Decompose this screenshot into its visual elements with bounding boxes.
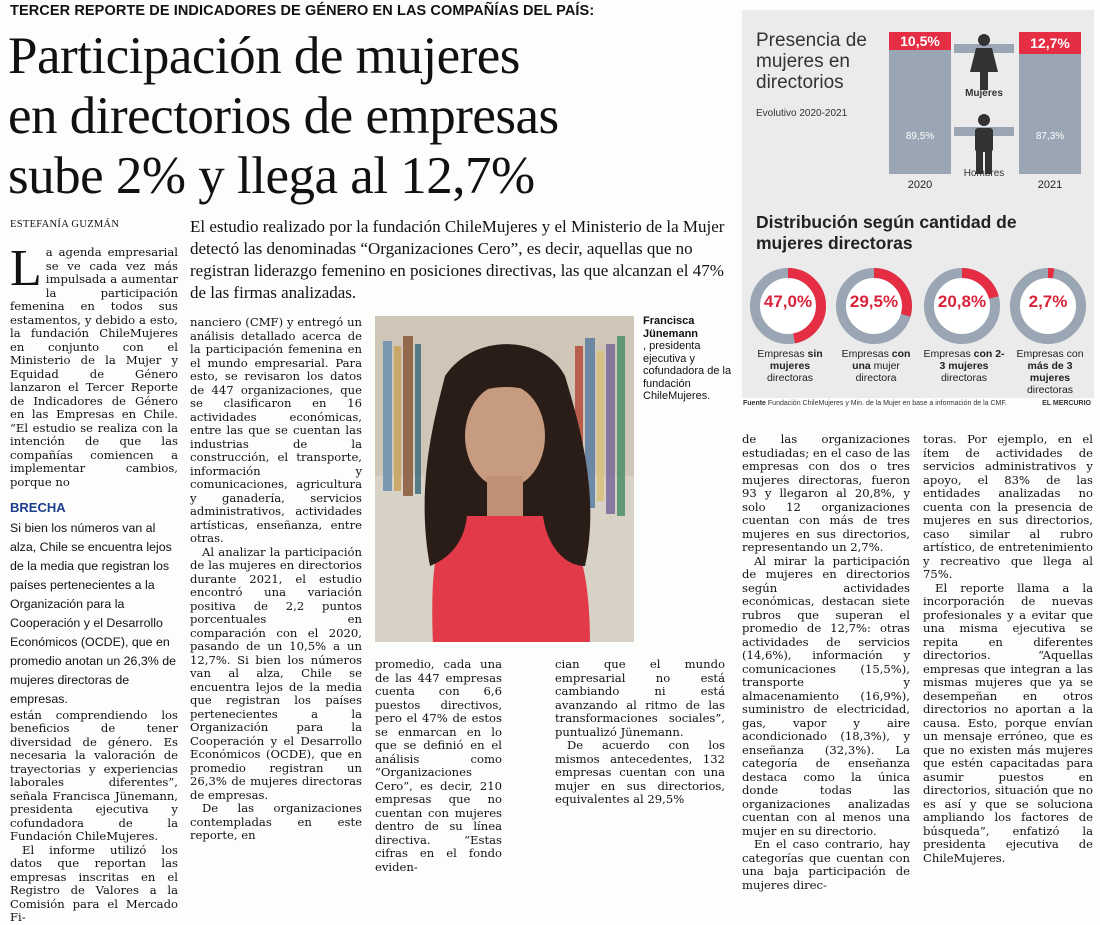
donut-1 xyxy=(748,266,832,384)
drop-cap: L xyxy=(10,240,42,297)
paragraph: El reporte llama a la incorporación de nuevas profesionales y a evitar que una misma ejecutiva se repita en diferentes directorios. “Aquellas empresas que integran a las mismas mujeres que ya se desempeñan en otros directorios no aportan a la causa. Esto, porque envían un mensaje erróneo, que es que no existen más mujeres que estén capacitadas para asumir puestos en directorios, situación que no es así y que se soluciona ampliando los factores de búsqueda”, enfatizó la presidenta ejecutiva de ChileMujeres. xyxy=(923,580,1093,865)
bar-2021 xyxy=(1019,32,1081,174)
distribution-title: Distribución según cantidad de mujeres directoras xyxy=(756,212,1017,253)
headline-line: Participación de mujeres xyxy=(8,27,520,85)
paragraph: Al mirar la participación de mujeres en directorios según actividades económicas, destacan siete rubros que superan el promedio de 12,7%: otras actividades de servicios (14,6%), información y comunicaciones (15,5%), transporte y almacenamiento (16,9%), suministro de electricidad, gas, vapor y aire acondicionado (18,3%), y enseñanza (32,3%). La categoría de enseñanza destaca como la única donde todas las organizaciones analizadas cuentan con al menos una mujer en su directorio. xyxy=(742,553,910,838)
paragraph: De las organizaciones contempladas en este reporte, en xyxy=(190,801,362,842)
man-icon xyxy=(975,114,993,174)
paragraph: Al analizar la participación de las mujeres en directorios durante 2021, el estudio encontró una variación positiva de 2,2 puntos porcentuales en comparación con el 2020, pasando de un 10,5% a un 12,7%. Si bien los números van al alza, Chile se encuentra lejos de la media que registran los países pertenecientes a la Organización para la Cooperación y el Desarrollo Económicos (OCDE), que en promedio registran un 26,3% de mujeres directoras de empresas. xyxy=(190,544,362,802)
donut-value: 29,5% xyxy=(849,292,899,311)
pull-quote: Si bien los números van al alza, Chile se encuentra lejos de la media que registran los países pertenecientes a la Organización para la Cooperación y el Desarrollo Económicos (OCDE), que en promedio anotan un 26,3% de mujeres directoras de empresas. xyxy=(10,520,177,706)
headline-line: sube 2% y llega al 12,7% xyxy=(8,147,535,205)
publisher-logo: EL MERCURIO xyxy=(1042,400,1091,407)
source-text: Fundación ChileMujeres y Min. de la Mujer en base a información de la CMF. xyxy=(767,400,1007,407)
kicker: TERCER REPORTE DE INDICADORES DE GÉNERO EN LAS COMPAÑÍAS DEL PAÍS: xyxy=(10,3,595,19)
donut-value: 2,7% xyxy=(1028,292,1068,311)
article-column-3 xyxy=(375,658,502,874)
article-column-2 xyxy=(190,316,362,843)
headline-line: en directorios de empresas xyxy=(8,87,559,145)
source-label: Fuente xyxy=(743,400,766,407)
subhead: BRECHA xyxy=(10,500,66,515)
donut-2 xyxy=(834,266,918,384)
photo-caption xyxy=(643,315,738,403)
woman-icon xyxy=(970,34,998,90)
donut-label: Empresas con más de 3 mujeres directoras xyxy=(1016,348,1084,396)
donut-label: Empresas sin mujeres directoras xyxy=(757,348,823,384)
infographic-subtitle: Evolutivo 2020-2021 xyxy=(756,108,848,119)
article-column-6 xyxy=(923,433,1093,865)
bar-men-label: 87,3% xyxy=(1035,131,1065,142)
paragraph: a agenda empresarial se ve cada vez más impulsada a aumentar la participación femenina en todos sus estamentos, y debido a esto, la fundación ChileMujeres en conjunto con el Ministerio de la Mujer y Equidad de Género lanzaron el Tercer Reporte de Indicadores de Género en las Empresas en Chile. “El estudio se realiza con la intención de que las compañías comiencen a implementar cambios, porque no xyxy=(10,245,178,489)
gender-figures xyxy=(954,32,1014,182)
donut-value: 47,0% xyxy=(763,292,813,311)
portrait-photo xyxy=(375,316,634,642)
article-column-1 xyxy=(10,240,178,925)
tick-label: 2021 xyxy=(1037,179,1063,191)
tick-label: 2020 xyxy=(907,179,933,191)
donut-label: Empresas con 2-3 mujeres directoras xyxy=(923,348,1005,384)
bar-women-segment: 10,5% xyxy=(889,32,951,50)
donut-label: Empresas con una mujer directora xyxy=(841,348,911,384)
paragraph: En el caso contrario, hay categorías que cuentan con una baja participación de mujeres direc- xyxy=(742,837,910,892)
caption-name: Francisca Jünemann xyxy=(643,315,699,340)
article-column-4 xyxy=(555,658,725,807)
lead-paragraph: El estudio realizado por la fundación ChileMujeres y el Ministerio de la Mujer detectó las denominadas “Organizaciones Cero”, es decir, aquellas que no registran liderazgo femenino en posiciones directivas, las que alcanzan el 47% de las firmas analizadas. xyxy=(190,217,725,302)
bar-men-label: 89,5% xyxy=(905,131,935,142)
byline: ESTEFANÍA GUZMÁN xyxy=(10,219,120,230)
bar-2020 xyxy=(889,32,951,174)
paragraph: están comprendiendo los beneficios de tener diversidad de género. Es necesaria la valoración de trayectorias y experiencias laborales diferentes”, señala Francisca Jünemann, presidenta ejecutiva y cofundadora de la Fundación ChileMujeres. xyxy=(10,707,178,843)
bar-women-segment: 12,7% xyxy=(1019,32,1081,54)
paragraph: de las organizaciones estudiadas; en el caso de las empresas con dos o tres mujeres directoras, fueron 93 y llegaron al 20,8%, y solo 12 organizaciones cuentan con más de tres mujeres en sus directorios, representando un 2,7%. xyxy=(742,432,910,554)
source-line xyxy=(743,400,1095,407)
donut-4 xyxy=(1008,266,1092,396)
caption-role: , presidenta ejecutiva y cofundadora de la fundación ChileMujeres. xyxy=(643,340,732,402)
women-label: Mujeres xyxy=(965,88,1003,99)
paragraph: El informe utilizó los datos que reportan las empresas inscritas en el Registro de Valores a la Comisión para el Mercado Fi- xyxy=(10,842,178,924)
infographic xyxy=(742,10,1094,398)
paragraph: cian que el mundo empresarial no está cambiando ni está avanzando al ritmo de las transformaciones sociales”, puntualizó Jünemann. xyxy=(555,657,725,739)
men-label: Hombres xyxy=(963,168,1005,179)
donut-3 xyxy=(922,266,1006,384)
paragraph: promedio, cada una de las 447 empresas cuenta con 6,6 puestos directivos, pero el 47% de estos se enmarcan en lo que se definió en el análisis como “Organizaciones Cero”, es decir, 210 empresas que no cuentan con mujeres dentro de su línea directiva. “Estas cifras en el fondo eviden- xyxy=(375,657,502,874)
paragraph: De acuerdo con los mismos antecedentes, 132 empresas cuentan con una mujer en sus directorios, equivalentes al 29,5% xyxy=(555,738,725,806)
infographic-title: Presencia de mujeres en directorios xyxy=(756,30,867,93)
donut-value: 20,8% xyxy=(937,292,987,311)
headline xyxy=(8,26,728,206)
paragraph: toras. Por ejemplo, en el ítem de actividades de servicios administrativos y apoyo, el 83% de las entidades analizadas no cuenta con la presencia de mujeres en sus directorios, caso similar al rubro artístico, de entretenimiento y recreativo que llega al 75%. xyxy=(923,432,1093,581)
article-column-5 xyxy=(742,433,910,892)
paragraph: nanciero (CMF) y entregó un análisis detallado acerca de la participación femenina en el mundo empresarial. Para esto, se revisaron los datos de 447 organizaciones, que se clasificaron en 16 actividades económicas, entre las que se cuentan las industrias de la construcción, el transporte, información y comunicaciones, agricultura y ganadería, servicios administrativos, actividades artísticas, enseñanza, entre otras. xyxy=(190,315,362,545)
